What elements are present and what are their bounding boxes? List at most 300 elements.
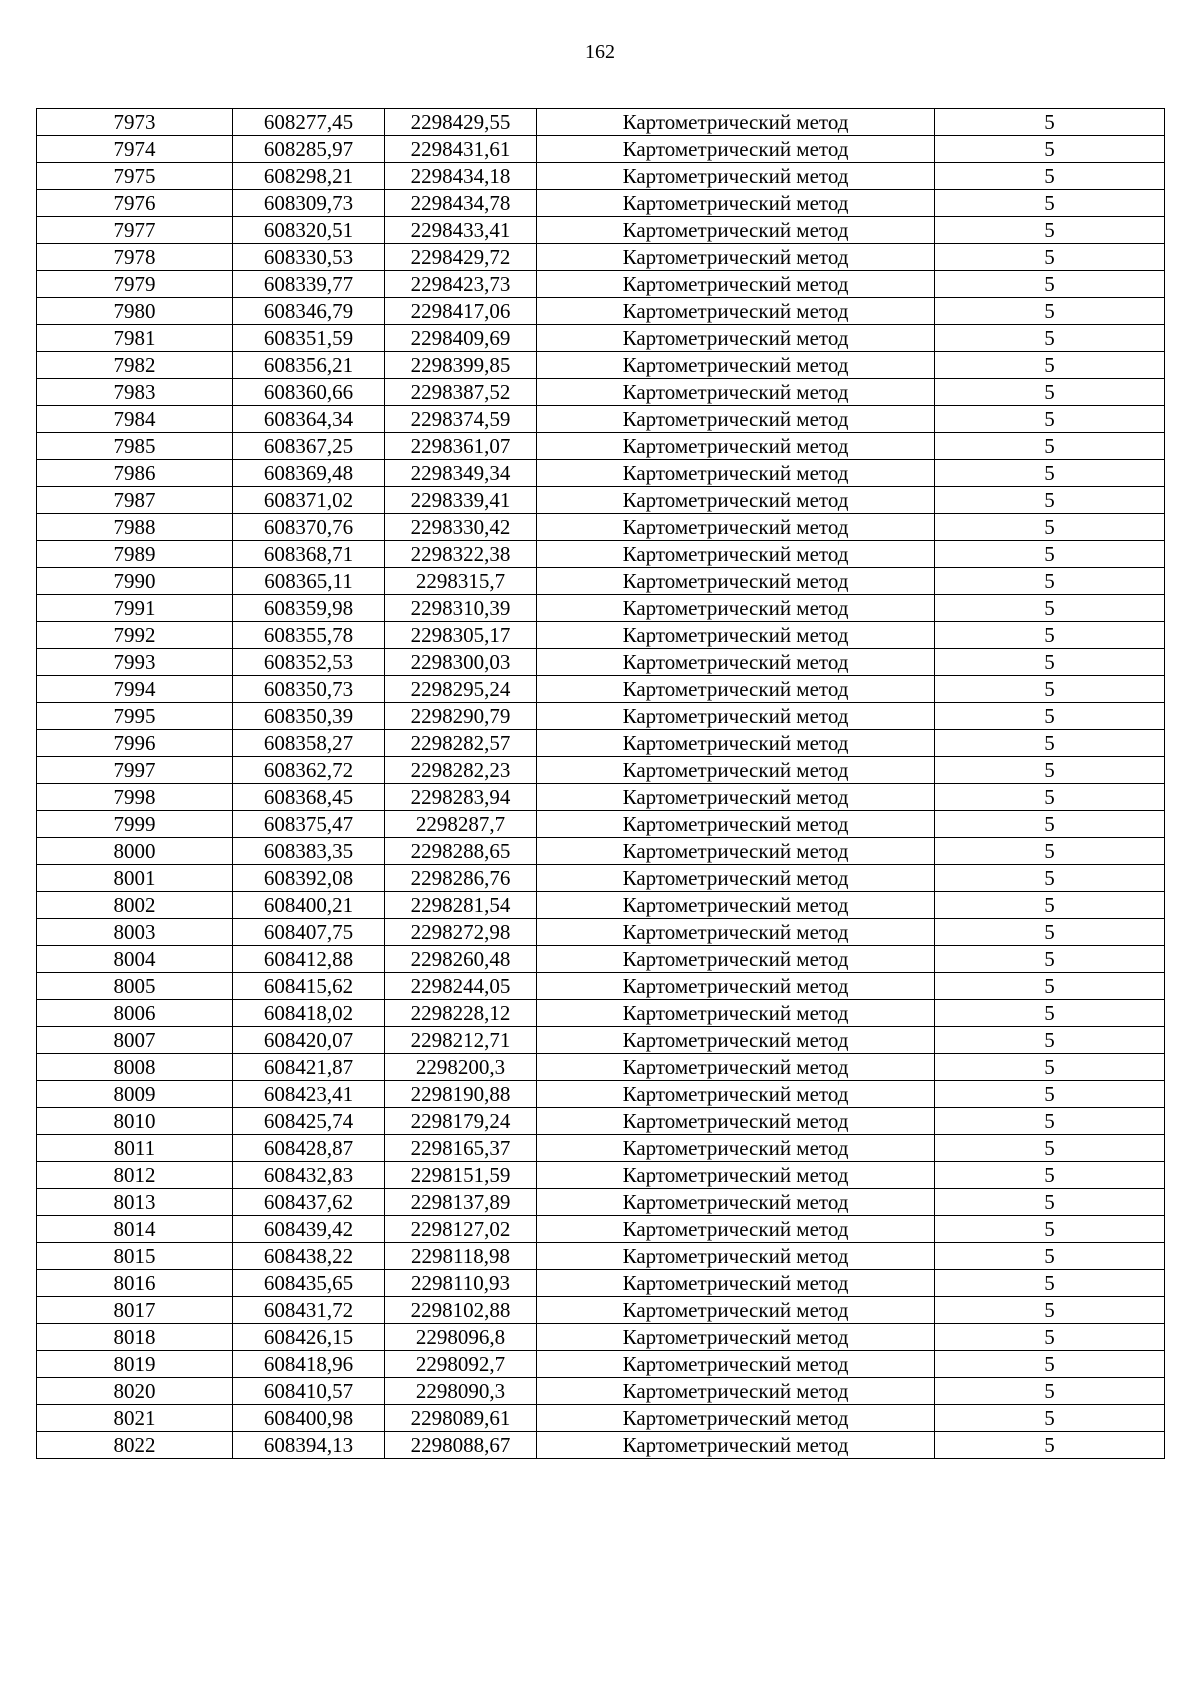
accuracy-cell: 5 xyxy=(935,217,1165,244)
method-cell: Картометрический метод xyxy=(537,1216,935,1243)
coordinate-x-cell: 608369,48 xyxy=(233,460,385,487)
point-number-cell: 7996 xyxy=(37,730,233,757)
point-number-cell: 7994 xyxy=(37,676,233,703)
coordinate-x-cell: 608356,21 xyxy=(233,352,385,379)
accuracy-cell: 5 xyxy=(935,946,1165,973)
accuracy-cell: 5 xyxy=(935,271,1165,298)
coordinate-y-cell: 2298190,88 xyxy=(385,1081,537,1108)
coordinate-x-cell: 608407,75 xyxy=(233,919,385,946)
coordinate-y-cell: 2298137,89 xyxy=(385,1189,537,1216)
coordinate-x-cell: 608350,39 xyxy=(233,703,385,730)
coordinates-table xyxy=(36,108,1165,1459)
coordinate-x-cell: 608360,66 xyxy=(233,379,385,406)
coordinate-y-cell: 2298089,61 xyxy=(385,1405,537,1432)
table-row xyxy=(37,217,1165,244)
point-number-cell: 8014 xyxy=(37,1216,233,1243)
accuracy-cell: 5 xyxy=(935,1270,1165,1297)
coordinate-x-cell: 608438,22 xyxy=(233,1243,385,1270)
point-number-cell: 8009 xyxy=(37,1081,233,1108)
table-row xyxy=(37,1216,1165,1243)
method-cell: Картометрический метод xyxy=(537,1189,935,1216)
point-number-cell: 7978 xyxy=(37,244,233,271)
table-row xyxy=(37,109,1165,136)
coordinate-y-cell: 2298295,24 xyxy=(385,676,537,703)
coordinate-x-cell: 608298,21 xyxy=(233,163,385,190)
method-cell: Картометрический метод xyxy=(537,973,935,1000)
accuracy-cell: 5 xyxy=(935,460,1165,487)
coordinate-x-cell: 608435,65 xyxy=(233,1270,385,1297)
accuracy-cell: 5 xyxy=(935,379,1165,406)
coordinate-y-cell: 2298272,98 xyxy=(385,919,537,946)
coordinate-y-cell: 2298423,73 xyxy=(385,271,537,298)
point-number-cell: 7987 xyxy=(37,487,233,514)
method-cell: Картометрический метод xyxy=(537,676,935,703)
table-row xyxy=(37,271,1165,298)
point-number-cell: 7991 xyxy=(37,595,233,622)
method-cell: Картометрический метод xyxy=(537,892,935,919)
point-number-cell: 8003 xyxy=(37,919,233,946)
point-number-cell: 8000 xyxy=(37,838,233,865)
table-row xyxy=(37,1054,1165,1081)
accuracy-cell: 5 xyxy=(935,568,1165,595)
table-row xyxy=(37,541,1165,568)
point-number-cell: 7977 xyxy=(37,217,233,244)
coordinate-x-cell: 608392,08 xyxy=(233,865,385,892)
point-number-cell: 7982 xyxy=(37,352,233,379)
accuracy-cell: 5 xyxy=(935,811,1165,838)
accuracy-cell: 5 xyxy=(935,784,1165,811)
coordinate-x-cell: 608421,87 xyxy=(233,1054,385,1081)
method-cell: Картометрический метод xyxy=(537,1405,935,1432)
coordinate-x-cell: 608362,72 xyxy=(233,757,385,784)
accuracy-cell: 5 xyxy=(935,1189,1165,1216)
point-number-cell: 7992 xyxy=(37,622,233,649)
method-cell: Картометрический метод xyxy=(537,784,935,811)
method-cell: Картометрический метод xyxy=(537,1108,935,1135)
table-row xyxy=(37,1432,1165,1459)
accuracy-cell: 5 xyxy=(935,919,1165,946)
table-row xyxy=(37,1378,1165,1405)
coordinate-x-cell: 608375,47 xyxy=(233,811,385,838)
coordinate-y-cell: 2298315,7 xyxy=(385,568,537,595)
method-cell: Картометрический метод xyxy=(537,244,935,271)
table-row xyxy=(37,1027,1165,1054)
coordinate-y-cell: 2298283,94 xyxy=(385,784,537,811)
coordinate-y-cell: 2298417,06 xyxy=(385,298,537,325)
method-cell: Картометрический метод xyxy=(537,109,935,136)
point-number-cell: 7979 xyxy=(37,271,233,298)
coordinate-x-cell: 608320,51 xyxy=(233,217,385,244)
coordinate-x-cell: 608352,53 xyxy=(233,649,385,676)
coordinate-x-cell: 608425,74 xyxy=(233,1108,385,1135)
table-row xyxy=(37,1324,1165,1351)
point-number-cell: 8001 xyxy=(37,865,233,892)
accuracy-cell: 5 xyxy=(935,676,1165,703)
accuracy-cell: 5 xyxy=(935,1378,1165,1405)
method-cell: Картометрический метод xyxy=(537,298,935,325)
coordinate-y-cell: 2298212,71 xyxy=(385,1027,537,1054)
method-cell: Картометрический метод xyxy=(537,649,935,676)
table-row xyxy=(37,460,1165,487)
method-cell: Картометрический метод xyxy=(537,703,935,730)
method-cell: Картометрический метод xyxy=(537,622,935,649)
coordinate-x-cell: 608355,78 xyxy=(233,622,385,649)
point-number-cell: 7997 xyxy=(37,757,233,784)
table-row xyxy=(37,595,1165,622)
accuracy-cell: 5 xyxy=(935,865,1165,892)
table-row xyxy=(37,1135,1165,1162)
coordinate-y-cell: 2298429,55 xyxy=(385,109,537,136)
point-number-cell: 7985 xyxy=(37,433,233,460)
method-cell: Картометрический метод xyxy=(537,379,935,406)
table-row xyxy=(37,379,1165,406)
method-cell: Картометрический метод xyxy=(537,595,935,622)
point-number-cell: 7999 xyxy=(37,811,233,838)
accuracy-cell: 5 xyxy=(935,406,1165,433)
table-row xyxy=(37,1243,1165,1270)
table-row xyxy=(37,919,1165,946)
accuracy-cell: 5 xyxy=(935,703,1165,730)
accuracy-cell: 5 xyxy=(935,1000,1165,1027)
table-row xyxy=(37,811,1165,838)
accuracy-cell: 5 xyxy=(935,163,1165,190)
point-number-cell: 7981 xyxy=(37,325,233,352)
method-cell: Картометрический метод xyxy=(537,541,935,568)
coordinate-y-cell: 2298399,85 xyxy=(385,352,537,379)
accuracy-cell: 5 xyxy=(935,1216,1165,1243)
point-number-cell: 8022 xyxy=(37,1432,233,1459)
table-row xyxy=(37,1108,1165,1135)
point-number-cell: 7998 xyxy=(37,784,233,811)
coordinate-y-cell: 2298200,3 xyxy=(385,1054,537,1081)
point-number-cell: 8005 xyxy=(37,973,233,1000)
method-cell: Картометрический метод xyxy=(537,514,935,541)
point-number-cell: 7986 xyxy=(37,460,233,487)
accuracy-cell: 5 xyxy=(935,514,1165,541)
coordinate-x-cell: 608410,57 xyxy=(233,1378,385,1405)
point-number-cell: 7980 xyxy=(37,298,233,325)
coordinate-y-cell: 2298260,48 xyxy=(385,946,537,973)
coordinate-y-cell: 2298429,72 xyxy=(385,244,537,271)
table-row xyxy=(37,406,1165,433)
coordinate-x-cell: 608277,45 xyxy=(233,109,385,136)
table-row xyxy=(37,568,1165,595)
method-cell: Картометрический метод xyxy=(537,271,935,298)
coordinate-y-cell: 2298288,65 xyxy=(385,838,537,865)
coordinate-x-cell: 608400,98 xyxy=(233,1405,385,1432)
method-cell: Картометрический метод xyxy=(537,217,935,244)
coordinate-x-cell: 608428,87 xyxy=(233,1135,385,1162)
method-cell: Картометрический метод xyxy=(537,190,935,217)
coordinate-y-cell: 2298374,59 xyxy=(385,406,537,433)
method-cell: Картометрический метод xyxy=(537,1054,935,1081)
coordinate-x-cell: 608426,15 xyxy=(233,1324,385,1351)
coordinate-x-cell: 608370,76 xyxy=(233,514,385,541)
table-row xyxy=(37,325,1165,352)
method-cell: Картометрический метод xyxy=(537,1027,935,1054)
accuracy-cell: 5 xyxy=(935,1351,1165,1378)
point-number-cell: 8012 xyxy=(37,1162,233,1189)
accuracy-cell: 5 xyxy=(935,1243,1165,1270)
point-number-cell: 8018 xyxy=(37,1324,233,1351)
accuracy-cell: 5 xyxy=(935,352,1165,379)
table-row xyxy=(37,1162,1165,1189)
point-number-cell: 8021 xyxy=(37,1405,233,1432)
accuracy-cell: 5 xyxy=(935,244,1165,271)
coordinate-y-cell: 2298305,17 xyxy=(385,622,537,649)
coordinate-y-cell: 2298118,98 xyxy=(385,1243,537,1270)
point-number-cell: 7975 xyxy=(37,163,233,190)
table-row xyxy=(37,244,1165,271)
coordinate-y-cell: 2298300,03 xyxy=(385,649,537,676)
point-number-cell: 8008 xyxy=(37,1054,233,1081)
method-cell: Картометрический метод xyxy=(537,865,935,892)
coordinate-x-cell: 608418,02 xyxy=(233,1000,385,1027)
coordinate-y-cell: 2298088,67 xyxy=(385,1432,537,1459)
accuracy-cell: 5 xyxy=(935,136,1165,163)
coordinate-y-cell: 2298179,24 xyxy=(385,1108,537,1135)
coordinate-y-cell: 2298110,93 xyxy=(385,1270,537,1297)
accuracy-cell: 5 xyxy=(935,973,1165,1000)
coordinate-y-cell: 2298282,57 xyxy=(385,730,537,757)
table-row xyxy=(37,1000,1165,1027)
method-cell: Картометрический метод xyxy=(537,1297,935,1324)
table-row xyxy=(37,730,1165,757)
coordinate-x-cell: 608383,35 xyxy=(233,838,385,865)
coordinate-y-cell: 2298165,37 xyxy=(385,1135,537,1162)
table-row xyxy=(37,190,1165,217)
accuracy-cell: 5 xyxy=(935,892,1165,919)
method-cell: Картометрический метод xyxy=(537,406,935,433)
accuracy-cell: 5 xyxy=(935,1108,1165,1135)
accuracy-cell: 5 xyxy=(935,487,1165,514)
coordinate-x-cell: 608350,73 xyxy=(233,676,385,703)
table-row xyxy=(37,973,1165,1000)
method-cell: Картометрический метод xyxy=(537,460,935,487)
point-number-cell: 7995 xyxy=(37,703,233,730)
accuracy-cell: 5 xyxy=(935,433,1165,460)
coordinate-x-cell: 608432,83 xyxy=(233,1162,385,1189)
coordinate-x-cell: 608420,07 xyxy=(233,1027,385,1054)
accuracy-cell: 5 xyxy=(935,1297,1165,1324)
point-number-cell: 8002 xyxy=(37,892,233,919)
table-row xyxy=(37,649,1165,676)
method-cell: Картометрический метод xyxy=(537,838,935,865)
page-number: 162 xyxy=(585,41,615,63)
point-number-cell: 8019 xyxy=(37,1351,233,1378)
table-row xyxy=(37,1405,1165,1432)
method-cell: Картометрический метод xyxy=(537,1162,935,1189)
table-row xyxy=(37,757,1165,784)
coordinate-x-cell: 608358,27 xyxy=(233,730,385,757)
point-number-cell: 8015 xyxy=(37,1243,233,1270)
coordinate-x-cell: 608285,97 xyxy=(233,136,385,163)
point-number-cell: 7993 xyxy=(37,649,233,676)
coordinate-x-cell: 608394,13 xyxy=(233,1432,385,1459)
table-row xyxy=(37,946,1165,973)
accuracy-cell: 5 xyxy=(935,1162,1165,1189)
table-row xyxy=(37,163,1165,190)
method-cell: Картометрический метод xyxy=(537,1000,935,1027)
coordinate-x-cell: 608418,96 xyxy=(233,1351,385,1378)
coordinate-x-cell: 608431,72 xyxy=(233,1297,385,1324)
coordinate-x-cell: 608400,21 xyxy=(233,892,385,919)
accuracy-cell: 5 xyxy=(935,730,1165,757)
point-number-cell: 7974 xyxy=(37,136,233,163)
coordinate-y-cell: 2298322,38 xyxy=(385,541,537,568)
coordinate-y-cell: 2298330,42 xyxy=(385,514,537,541)
method-cell: Картометрический метод xyxy=(537,1081,935,1108)
coordinate-y-cell: 2298434,18 xyxy=(385,163,537,190)
method-cell: Картометрический метод xyxy=(537,1351,935,1378)
accuracy-cell: 5 xyxy=(935,1054,1165,1081)
method-cell: Картометрический метод xyxy=(537,1243,935,1270)
method-cell: Картометрический метод xyxy=(537,811,935,838)
point-number-cell: 8020 xyxy=(37,1378,233,1405)
method-cell: Картометрический метод xyxy=(537,946,935,973)
accuracy-cell: 5 xyxy=(935,298,1165,325)
coordinate-y-cell: 2298287,7 xyxy=(385,811,537,838)
accuracy-cell: 5 xyxy=(935,1135,1165,1162)
method-cell: Картометрический метод xyxy=(537,730,935,757)
accuracy-cell: 5 xyxy=(935,595,1165,622)
coordinate-x-cell: 608367,25 xyxy=(233,433,385,460)
coordinate-y-cell: 2298431,61 xyxy=(385,136,537,163)
coordinate-y-cell: 2298387,52 xyxy=(385,379,537,406)
table-row xyxy=(37,784,1165,811)
accuracy-cell: 5 xyxy=(935,757,1165,784)
accuracy-cell: 5 xyxy=(935,1405,1165,1432)
coordinate-y-cell: 2298361,07 xyxy=(385,433,537,460)
point-number-cell: 8013 xyxy=(37,1189,233,1216)
point-number-cell: 7989 xyxy=(37,541,233,568)
table-row xyxy=(37,298,1165,325)
coordinate-y-cell: 2298434,78 xyxy=(385,190,537,217)
method-cell: Картометрический метод xyxy=(537,919,935,946)
point-number-cell: 8017 xyxy=(37,1297,233,1324)
coordinate-x-cell: 608339,77 xyxy=(233,271,385,298)
point-number-cell: 7983 xyxy=(37,379,233,406)
point-number-cell: 7990 xyxy=(37,568,233,595)
method-cell: Картометрический метод xyxy=(537,433,935,460)
point-number-cell: 7976 xyxy=(37,190,233,217)
coordinate-y-cell: 2298281,54 xyxy=(385,892,537,919)
accuracy-cell: 5 xyxy=(935,838,1165,865)
method-cell: Картометрический метод xyxy=(537,568,935,595)
accuracy-cell: 5 xyxy=(935,109,1165,136)
coordinate-x-cell: 608368,45 xyxy=(233,784,385,811)
coordinate-y-cell: 2298290,79 xyxy=(385,703,537,730)
accuracy-cell: 5 xyxy=(935,1324,1165,1351)
coordinate-y-cell: 2298282,23 xyxy=(385,757,537,784)
coordinate-y-cell: 2298310,39 xyxy=(385,595,537,622)
point-number-cell: 8004 xyxy=(37,946,233,973)
table-row xyxy=(37,622,1165,649)
table-row xyxy=(37,433,1165,460)
coordinate-x-cell: 608346,79 xyxy=(233,298,385,325)
coordinate-x-cell: 608412,88 xyxy=(233,946,385,973)
accuracy-cell: 5 xyxy=(935,190,1165,217)
point-number-cell: 8016 xyxy=(37,1270,233,1297)
accuracy-cell: 5 xyxy=(935,622,1165,649)
coordinate-x-cell: 608371,02 xyxy=(233,487,385,514)
table-row xyxy=(37,487,1165,514)
point-number-cell: 8007 xyxy=(37,1027,233,1054)
point-number-cell: 7988 xyxy=(37,514,233,541)
coordinate-x-cell: 608364,34 xyxy=(233,406,385,433)
accuracy-cell: 5 xyxy=(935,649,1165,676)
coordinate-y-cell: 2298096,8 xyxy=(385,1324,537,1351)
method-cell: Картометрический метод xyxy=(537,1135,935,1162)
method-cell: Картометрический метод xyxy=(537,757,935,784)
coordinate-y-cell: 2298102,88 xyxy=(385,1297,537,1324)
coordinate-x-cell: 608351,59 xyxy=(233,325,385,352)
coordinate-y-cell: 2298090,3 xyxy=(385,1378,537,1405)
method-cell: Картометрический метод xyxy=(537,325,935,352)
method-cell: Картометрический метод xyxy=(537,163,935,190)
table-row xyxy=(37,865,1165,892)
coordinate-y-cell: 2298339,41 xyxy=(385,487,537,514)
coordinate-x-cell: 608365,11 xyxy=(233,568,385,595)
point-number-cell: 8011 xyxy=(37,1135,233,1162)
table-row xyxy=(37,892,1165,919)
table-row xyxy=(37,703,1165,730)
coordinate-y-cell: 2298127,02 xyxy=(385,1216,537,1243)
coordinate-y-cell: 2298151,59 xyxy=(385,1162,537,1189)
table-row xyxy=(37,352,1165,379)
point-number-cell: 7973 xyxy=(37,109,233,136)
coordinate-y-cell: 2298286,76 xyxy=(385,865,537,892)
coordinate-x-cell: 608423,41 xyxy=(233,1081,385,1108)
method-cell: Картометрический метод xyxy=(537,1378,935,1405)
coordinate-x-cell: 608309,73 xyxy=(233,190,385,217)
coordinate-x-cell: 608437,62 xyxy=(233,1189,385,1216)
coordinates-table-body xyxy=(37,109,1165,1459)
table-row xyxy=(37,676,1165,703)
coordinate-y-cell: 2298349,34 xyxy=(385,460,537,487)
table-row xyxy=(37,1189,1165,1216)
method-cell: Картометрический метод xyxy=(537,352,935,379)
table-row xyxy=(37,514,1165,541)
table-row xyxy=(37,1270,1165,1297)
method-cell: Картометрический метод xyxy=(537,1270,935,1297)
table-row xyxy=(37,1297,1165,1324)
coordinate-x-cell: 608368,71 xyxy=(233,541,385,568)
accuracy-cell: 5 xyxy=(935,1027,1165,1054)
method-cell: Картометрический метод xyxy=(537,487,935,514)
point-number-cell: 8010 xyxy=(37,1108,233,1135)
accuracy-cell: 5 xyxy=(935,325,1165,352)
table-row xyxy=(37,838,1165,865)
coordinate-y-cell: 2298092,7 xyxy=(385,1351,537,1378)
accuracy-cell: 5 xyxy=(935,541,1165,568)
table-row xyxy=(37,1081,1165,1108)
coordinate-y-cell: 2298409,69 xyxy=(385,325,537,352)
coordinate-x-cell: 608330,53 xyxy=(233,244,385,271)
accuracy-cell: 5 xyxy=(935,1432,1165,1459)
point-number-cell: 8006 xyxy=(37,1000,233,1027)
coordinate-y-cell: 2298228,12 xyxy=(385,1000,537,1027)
table-row xyxy=(37,136,1165,163)
coordinate-x-cell: 608439,42 xyxy=(233,1216,385,1243)
method-cell: Картометрический метод xyxy=(537,136,935,163)
coordinate-x-cell: 608415,62 xyxy=(233,973,385,1000)
point-number-cell: 7984 xyxy=(37,406,233,433)
coordinate-x-cell: 608359,98 xyxy=(233,595,385,622)
table-row xyxy=(37,1351,1165,1378)
method-cell: Картометрический метод xyxy=(537,1432,935,1459)
coordinate-y-cell: 2298433,41 xyxy=(385,217,537,244)
